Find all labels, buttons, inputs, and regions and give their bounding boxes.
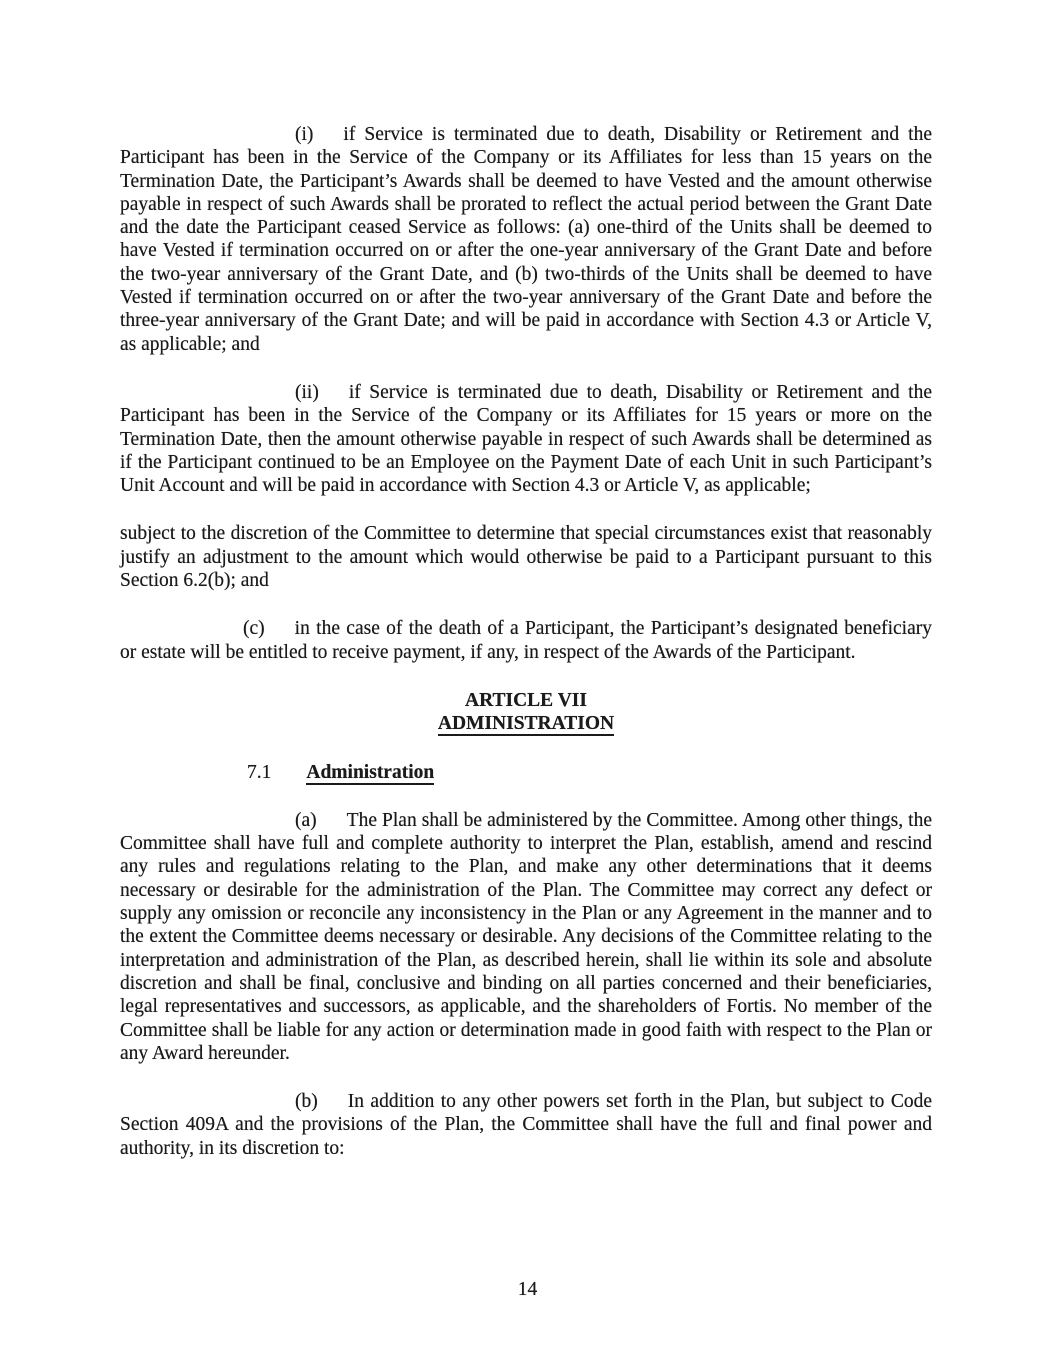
- paragraph-clause-i: [120, 123, 932, 356]
- paragraph-clause-b: [120, 1090, 932, 1160]
- clause-c-label: (c): [243, 618, 265, 640]
- paragraph-clause-c: [120, 617, 932, 664]
- clause-b-label: (b): [295, 1091, 318, 1113]
- paragraph-subject-to: [120, 522, 932, 592]
- page-number: 14: [517, 1279, 538, 1300]
- section-heading-7-1: [120, 761, 932, 784]
- clause-i-text: if Service is terminated due to death, Disability or Retirement and the Participant has been in the Service of the Company or its Affiliates for less than 15 years on the Termination Date, the Participant’s Awards shall be deemed to have Vested and the amount otherwise payable in respect of such Awards shall be prorated to reflect the actual period between the Grant Date and the date the Participant ceased Service as follows: (a) one-third of the Units shall be deemed to have Vested if termination occurred on or after the one-year anniversary of the Grant Date and before the two-year anniversary of the Grant Date, and (b) two-thirds of the Units shall be deemed to have Vested if termination occurred on or after the two-year anniversary of the Grant Date and before the three-year anniversary of the Grant Date; and will be paid in accordance with Section 4.3 or Article V, as applicable; and: [120, 124, 932, 355]
- clause-a-text: The Plan shall be administered by the Committee. Among other things, the Committee shall have full and complete authority to interpret the Plan, establish, amend and rescind any rules and regulations relating to the Plan, and make any other determinations that it deems necessary or desirable for the administration of the Plan. The Committee may correct any defect or supply any omission or reconcile any inconsistency in the Plan or any Agreement in the manner and to the extent the Committee deems necessary or desirable. Any decisions of the Committee relating to the interpretation and administration of the Plan, as described herein, shall lie within its sole and absolute discretion and shall be final, conclusive and binding on all parties concerned and their beneficiaries, legal representatives and successors, as applicable, and the shareholders of Fortis. No member of the Committee shall be liable for any action or determination made in good faith with respect to the Plan or any Award hereunder.: [120, 809, 932, 1064]
- clause-i-label: (i): [295, 124, 314, 145]
- article-title-heading: [120, 712, 932, 735]
- paragraph-clause-ii: [120, 381, 932, 497]
- clause-ii-label: (ii): [295, 381, 319, 403]
- document-body: [120, 123, 932, 1160]
- clause-ii-text: if Service is terminated due to death, Disability or Retirement and the Participant has been in the Service of the Company or its Affiliates for 15 years or more on the Termination Date, then the amount otherwise payable in respect of such Awards shall be determined as if the Participant continued to be an Employee on the Payment Date of each Unit in such Participant’s Unit Account and will be paid in accordance with Section 4.3 or Article V, as applicable;: [120, 381, 932, 497]
- paragraph-clause-a: [120, 809, 932, 1065]
- article-number-text: ARTICLE VII: [465, 689, 587, 711]
- section-title: Administration: [306, 761, 435, 783]
- section-number: 7.1: [247, 761, 272, 783]
- clause-a-label: (a): [295, 809, 317, 831]
- subject-to-text: subject to the discretion of the Committee to determine that special circumstances exist that reasonably justify an adjustment to the amount which would otherwise be paid to a Participant pursuant to this Section 6.2(b); and: [120, 523, 932, 592]
- clause-c-text: in the case of the death of a Participant, the Participant’s designated beneficiary or estate will be entitled to receive payment, if any, in respect of the Awards of the Participant.: [120, 618, 932, 663]
- clause-b-text: In addition to any other powers set forth in the Plan, but subject to Code Section 409A and the provisions of the Plan, the Committee shall have the full and final power and authority, in its discretion to:: [120, 1091, 932, 1159]
- article-title-text: ADMINISTRATION: [437, 713, 615, 735]
- article-number-heading: [120, 689, 932, 712]
